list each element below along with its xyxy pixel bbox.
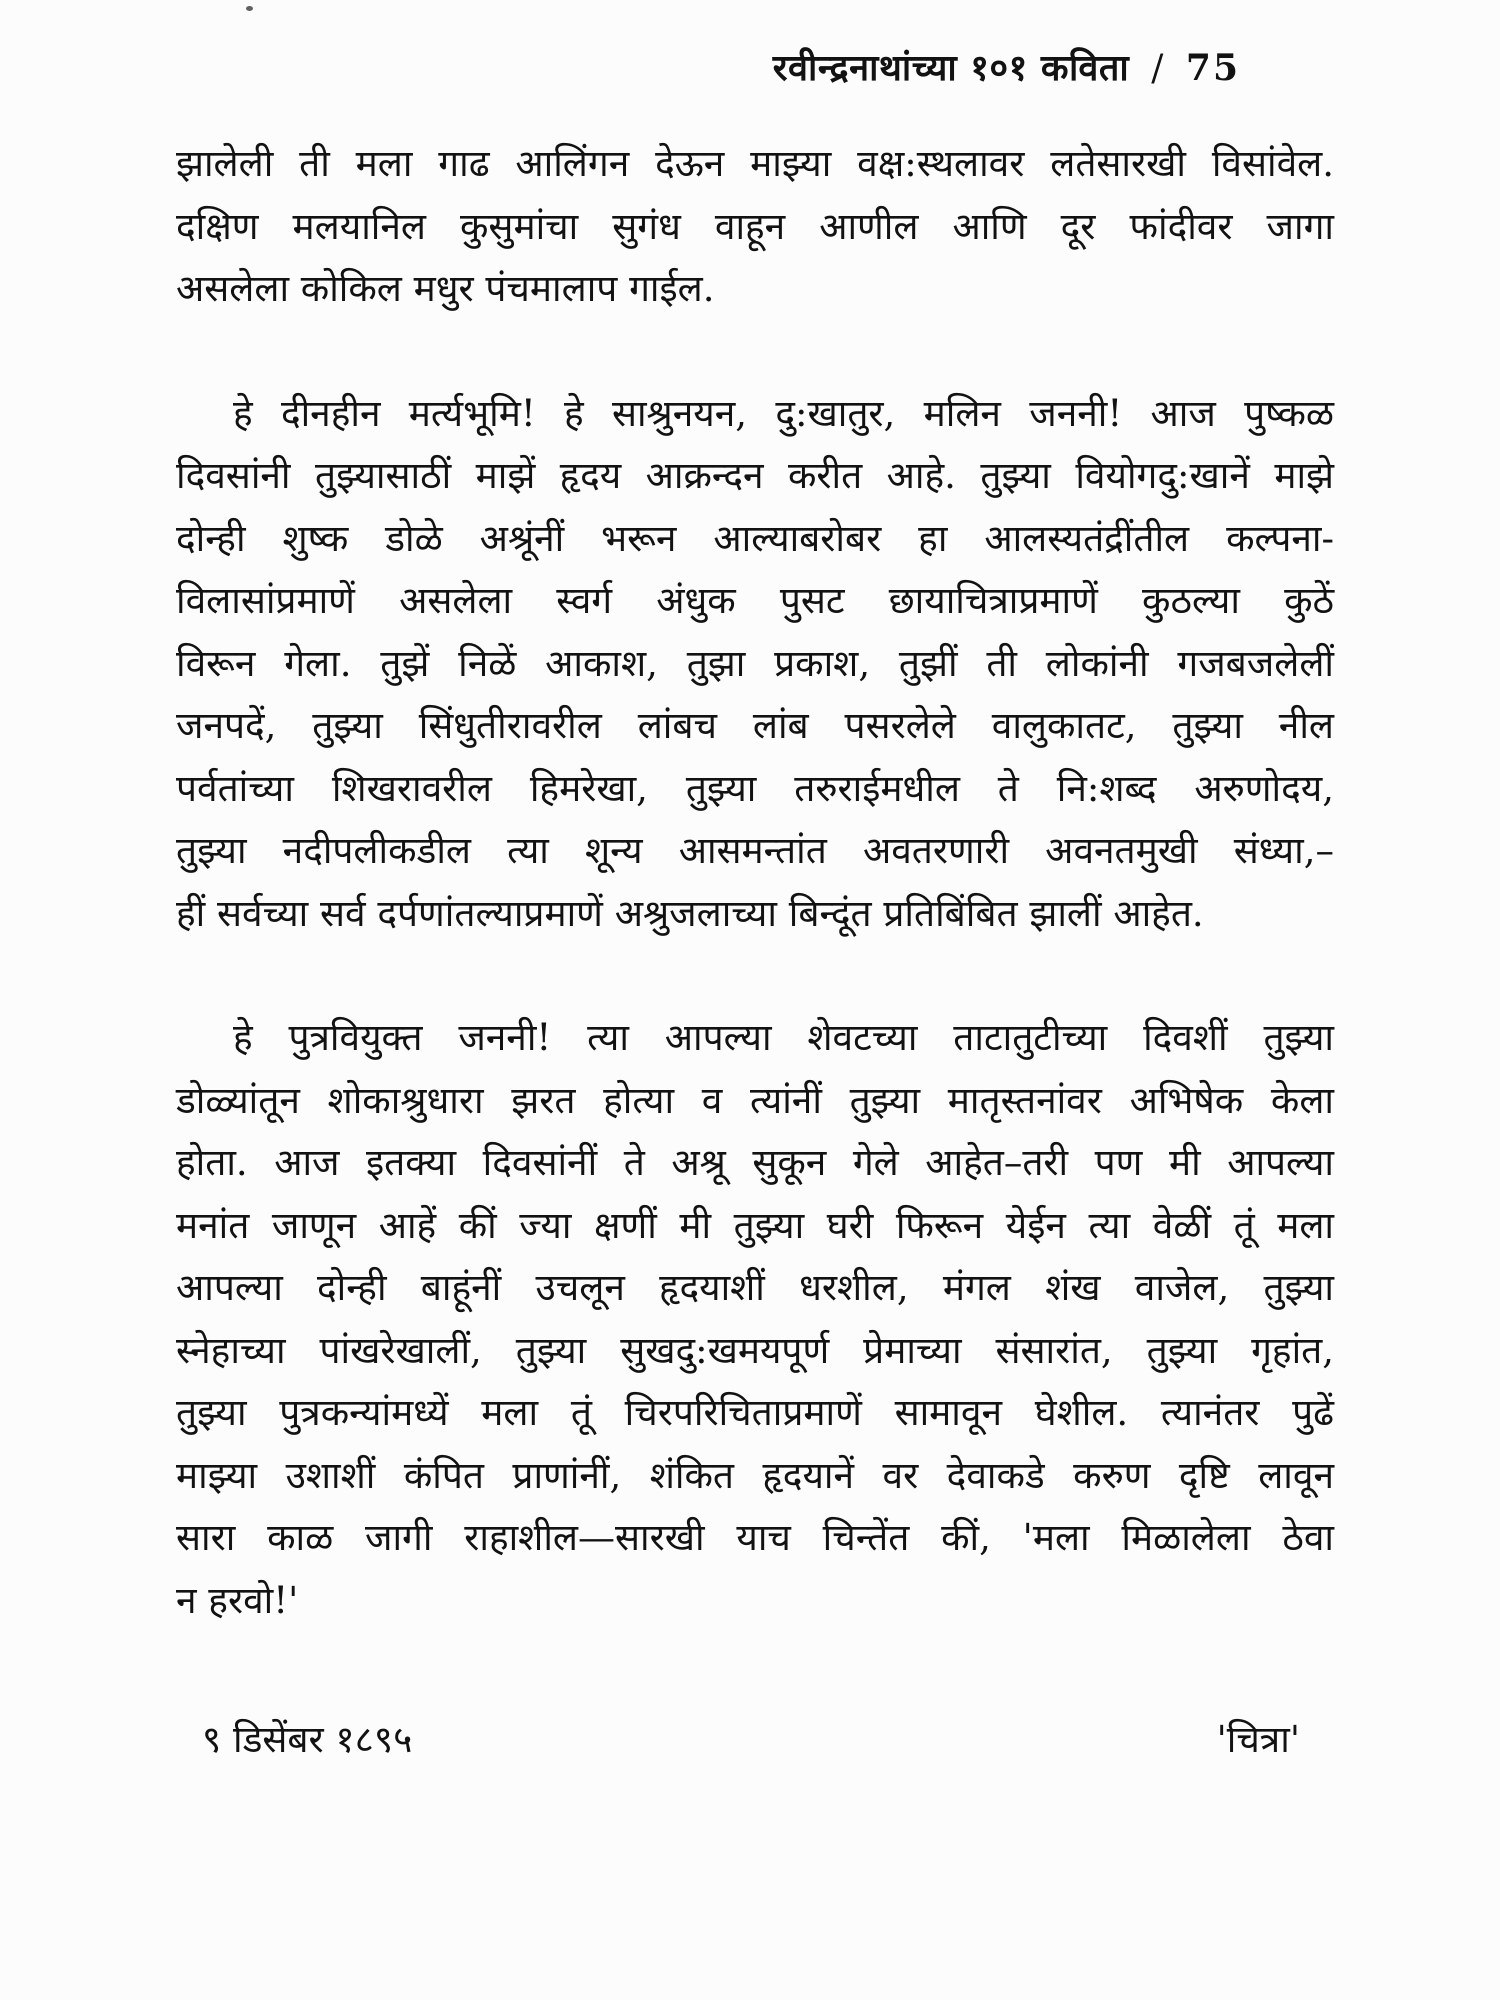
paragraph-2 bbox=[176, 383, 1334, 946]
text-line: न हरवो!' bbox=[176, 1578, 299, 1622]
page-footer bbox=[176, 1712, 1324, 1763]
text-line: असलेला कोकिल मधुर पंचमालाप गाईल. bbox=[176, 267, 715, 310]
text-line: तुझ्या नदीपलीकडील त्या शून्य आसमन्तांत अवतरणारी अवनतमुखी संध्या,– bbox=[176, 829, 1334, 872]
text-line: हीं सर्वच्या सर्व दर्पणांतल्याप्रमाणें अश्रुजलाच्या बिन्दूंत प्रतिबिंबित झालीं आहेत. bbox=[176, 891, 1204, 935]
text-line: डोळ्यांतून शोकाश्रुधारा झरत होत्या व त्यांनीं तुझ्या मातृस्तनांवर अभिषेक केला bbox=[176, 1078, 1334, 1122]
text-line: होता. आज इतक्या दिवसांनीं ते अश्रू सुकून गेले आहेत–तरी पण मी आपल्या bbox=[176, 1141, 1334, 1184]
text-line: विरून गेला. तुझें निळें आकाश, तुझा प्रकाश, तुझीं ती लोकांनी गजबजलेलीं bbox=[176, 641, 1334, 685]
text-line: माझ्या उशाशीं कंपित प्राणांनीं, शंकित हृदयानें वर देवाकडे करुण दृष्टि लावून bbox=[176, 1453, 1334, 1497]
text-line: दक्षिण मलयानिल कुसुमांचा सुगंध वाहून आणील आणि दूर फांदीवर जागा bbox=[176, 204, 1334, 248]
running-header bbox=[773, 42, 1240, 91]
text-line: दोन्ही शुष्क डोळे अश्रूंनीं भरून आल्याबरोबर हा आलस्यतंद्रींतील कल्पना- bbox=[176, 516, 1334, 560]
text-line: दिवसांनी तुझ्यासाठीं माझें हृदय आक्रन्दन करीत आहे. तुझ्या वियोगदु:खानें माझे bbox=[176, 454, 1334, 497]
text-line: झालेली ती मला गाढ आलिंगन देऊन माझ्या वक्ष:स्थलावर लतेसारखी विसांवेल. bbox=[176, 142, 1334, 185]
scan-artifact-dot bbox=[246, 6, 253, 11]
paragraph-1 bbox=[176, 133, 1334, 321]
text-line: स्नेहाच्या पांखरेखालीं, तुझ्या सुखदु:खमयपूर्ण प्रेमाच्या संसारांत, तुझ्या गृहांत, bbox=[176, 1328, 1334, 1372]
text-line: मनांत जाणून आहें कीं ज्या क्षणीं मी तुझ्या घरी फिरून येईन त्या वेळीं तूं मला bbox=[176, 1203, 1334, 1247]
text-line: तुझ्या पुत्रकन्यांमध्यें मला तूं चिरपरिचिताप्रमाणें सामावून घेशील. त्यानंतर पुढें bbox=[176, 1391, 1334, 1434]
text-line: सारा काळ जागी राहाशील—सारखी याच चिन्तेंत कीं, 'मला मिळालेला ठेवा bbox=[176, 1516, 1334, 1559]
paragraph-3 bbox=[176, 1007, 1334, 1632]
poem-prose-text bbox=[176, 133, 1334, 1632]
composition-date: ९ डिसेंबर १८९५ bbox=[202, 1718, 413, 1761]
source-collection-name: 'चित्रा' bbox=[1216, 1718, 1300, 1761]
text-line: पर्वतांच्या शिखरावरील हिमरेखा, तुझ्या तरुराईमधील ते नि:शब्द अरुणोदय, bbox=[176, 766, 1334, 810]
text-line: हे पुत्रवियुक्त जननी! त्या आपल्या शेवटच्या ताटातुटीच्या दिवशीं तुझ्या bbox=[233, 1016, 1334, 1059]
text-line: हे दीनहीन मर्त्यभूमि! हे साश्रुनयन, दु:खातुर, मलिन जननी! आज पुष्कळ bbox=[233, 391, 1334, 435]
text-line: जनपदें, तुझ्या सिंधुतीरावरील लांबच लांब पसरलेले वालुकातट, तुझ्या नील bbox=[176, 704, 1334, 747]
page-number: 75 bbox=[1185, 47, 1240, 89]
header-separator: / bbox=[1151, 48, 1164, 89]
text-line: आपल्या दोन्ही बाहूंनीं उचलून हृदयाशीं धरशील, मंगल शंख वाजेल, तुझ्या bbox=[176, 1266, 1334, 1309]
book-title: रवीन्द्रनाथांच्या १०१ कविता bbox=[772, 47, 1130, 89]
text-line: विलासांप्रमाणें असलेला स्वर्ग अंधुक पुसट छायाचित्राप्रमाणें कुठल्या कुठें bbox=[176, 579, 1334, 622]
